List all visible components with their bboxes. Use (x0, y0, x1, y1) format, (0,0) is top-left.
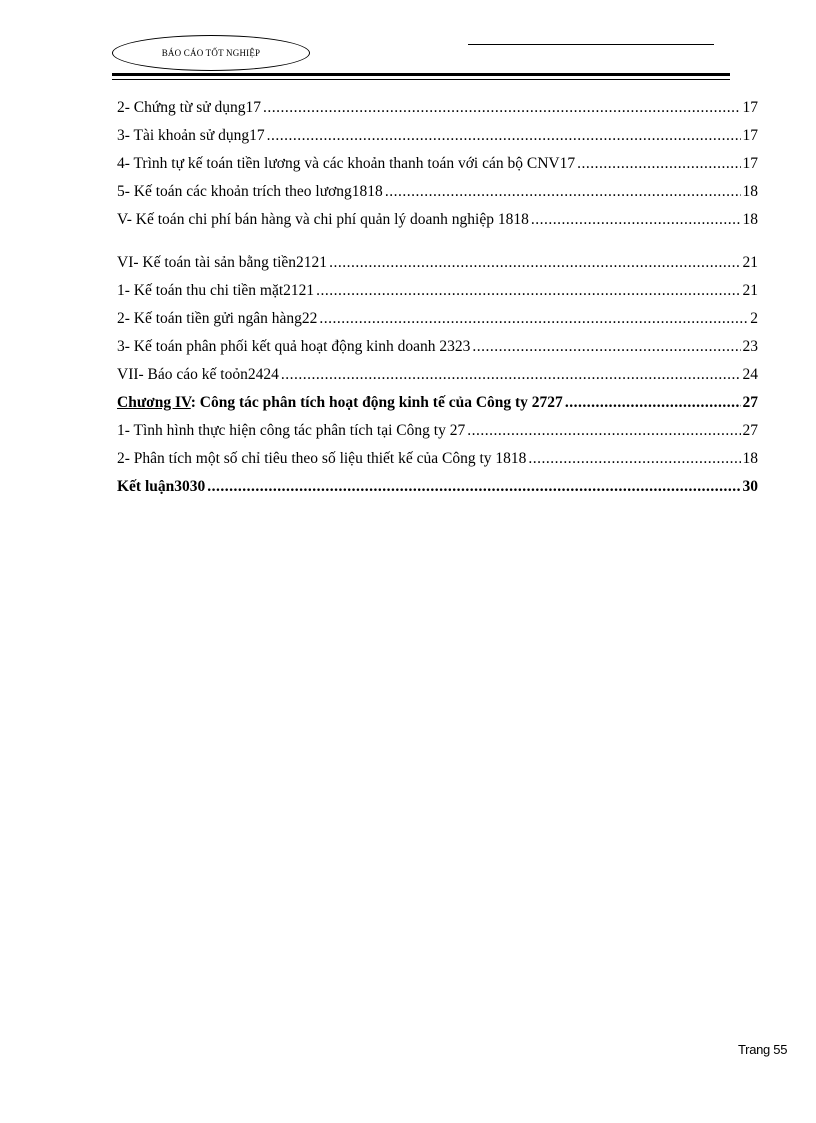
toc-entry-page: 30 (742, 478, 758, 495)
toc-leader-dots (472, 338, 740, 356)
toc-entry-page: 24 (742, 366, 758, 383)
toc-entry-page: 17 (742, 99, 758, 116)
toc-entry (117, 450, 758, 478)
toc-entry-title: VII- Báo cáo kế toỏn2424 (117, 366, 279, 383)
toc-leader-dots (281, 366, 741, 384)
toc-entry (117, 127, 758, 155)
toc-entry-page: 17 (742, 155, 758, 172)
toc-entry (117, 282, 758, 310)
toc-chapter-label: Chương IV (117, 394, 191, 411)
toc-leader-dots (528, 450, 740, 468)
toc-entry (117, 366, 758, 394)
toc-chapter-heading: : Công tác phân tích hoạt động kinh tế của Công ty 2727 (190, 394, 563, 411)
page-number: Trang 55 (738, 1042, 788, 1057)
toc-entry (117, 310, 758, 338)
toc-leader-dots (467, 422, 740, 440)
report-title-text: BÁO CÁO TỐT NGHIỆP (161, 48, 261, 58)
toc-chapter-entry (117, 394, 758, 422)
toc-entry-title: 3- Kế toán phân phối kết quả hoạt động kinh doanh 2323 (117, 338, 471, 355)
toc-entry-title: 3- Tài khoản sử dụng17 (117, 127, 265, 144)
toc-entry-page: 27 (742, 394, 758, 411)
toc-entry-page: 23 (742, 338, 758, 355)
toc-entry-page: 18 (742, 183, 758, 200)
table-of-contents (117, 99, 758, 506)
toc-entry-title: 1- Tình hình thực hiện công tác phân tích tại Công ty 27 (117, 422, 466, 439)
toc-entry-page: 2 (750, 310, 758, 327)
toc-entry (117, 422, 758, 450)
toc-leader-dots (319, 310, 748, 328)
toc-chapter-title (117, 394, 563, 412)
toc-entry-page: 18 (742, 211, 758, 228)
toc-entry (117, 183, 758, 211)
toc-entry-title: VI- Kế toán tài sản bằng tiền2121 (117, 254, 328, 271)
toc-entry-title: 2- Phân tích một số chỉ tiêu theo số liệu thiết kế của Công ty 1818 (117, 450, 527, 467)
toc-entry-title: 2- Chứng từ sử dụng17 (117, 99, 262, 116)
report-title-badge (112, 35, 310, 71)
toc-entry (117, 99, 758, 127)
toc-leader-dots (316, 282, 740, 300)
toc-entry-title: 1- Kế toán thu chi tiền mặt2121 (117, 282, 315, 299)
toc-entry-title: 2- Kế toán tiền gửi ngân hàng22 (117, 310, 318, 327)
toc-entry (117, 254, 758, 282)
toc-leader-dots (577, 155, 740, 173)
toc-entry (117, 338, 758, 366)
toc-entry-title: V- Kế toán chi phí bán hàng và chi phí quản lý doanh nghiệp 1818 (117, 211, 529, 228)
toc-entry-page: 18 (742, 450, 758, 467)
toc-leader-dots (565, 394, 741, 412)
toc-leader-dots (263, 99, 740, 117)
toc-entry (117, 211, 758, 239)
header-rule-thin (112, 79, 730, 80)
toc-spacer (117, 239, 758, 254)
toc-entry-title: Kết luận3030 (117, 478, 206, 495)
toc-leader-dots (267, 127, 741, 145)
toc-entry-page: 21 (742, 282, 758, 299)
toc-entry-page: 17 (742, 127, 758, 144)
toc-entry-title: 5- Kế toán các khoản trích theo lương1818 (117, 183, 383, 200)
header-rule-thick (112, 73, 730, 76)
toc-entry-title: 4- Trình tự kế toán tiền lương và các khoản thanh toán với cán bộ CNV17 (117, 155, 576, 172)
toc-entry (117, 155, 758, 183)
toc-leader-dots (531, 211, 741, 229)
toc-leader-dots (329, 254, 740, 272)
toc-entry-page: 21 (742, 254, 758, 271)
toc-leader-dots (207, 478, 740, 496)
toc-entry-page: 27 (742, 422, 758, 439)
toc-leader-dots (385, 183, 741, 201)
toc-entry (117, 478, 758, 506)
header-line (468, 44, 714, 45)
